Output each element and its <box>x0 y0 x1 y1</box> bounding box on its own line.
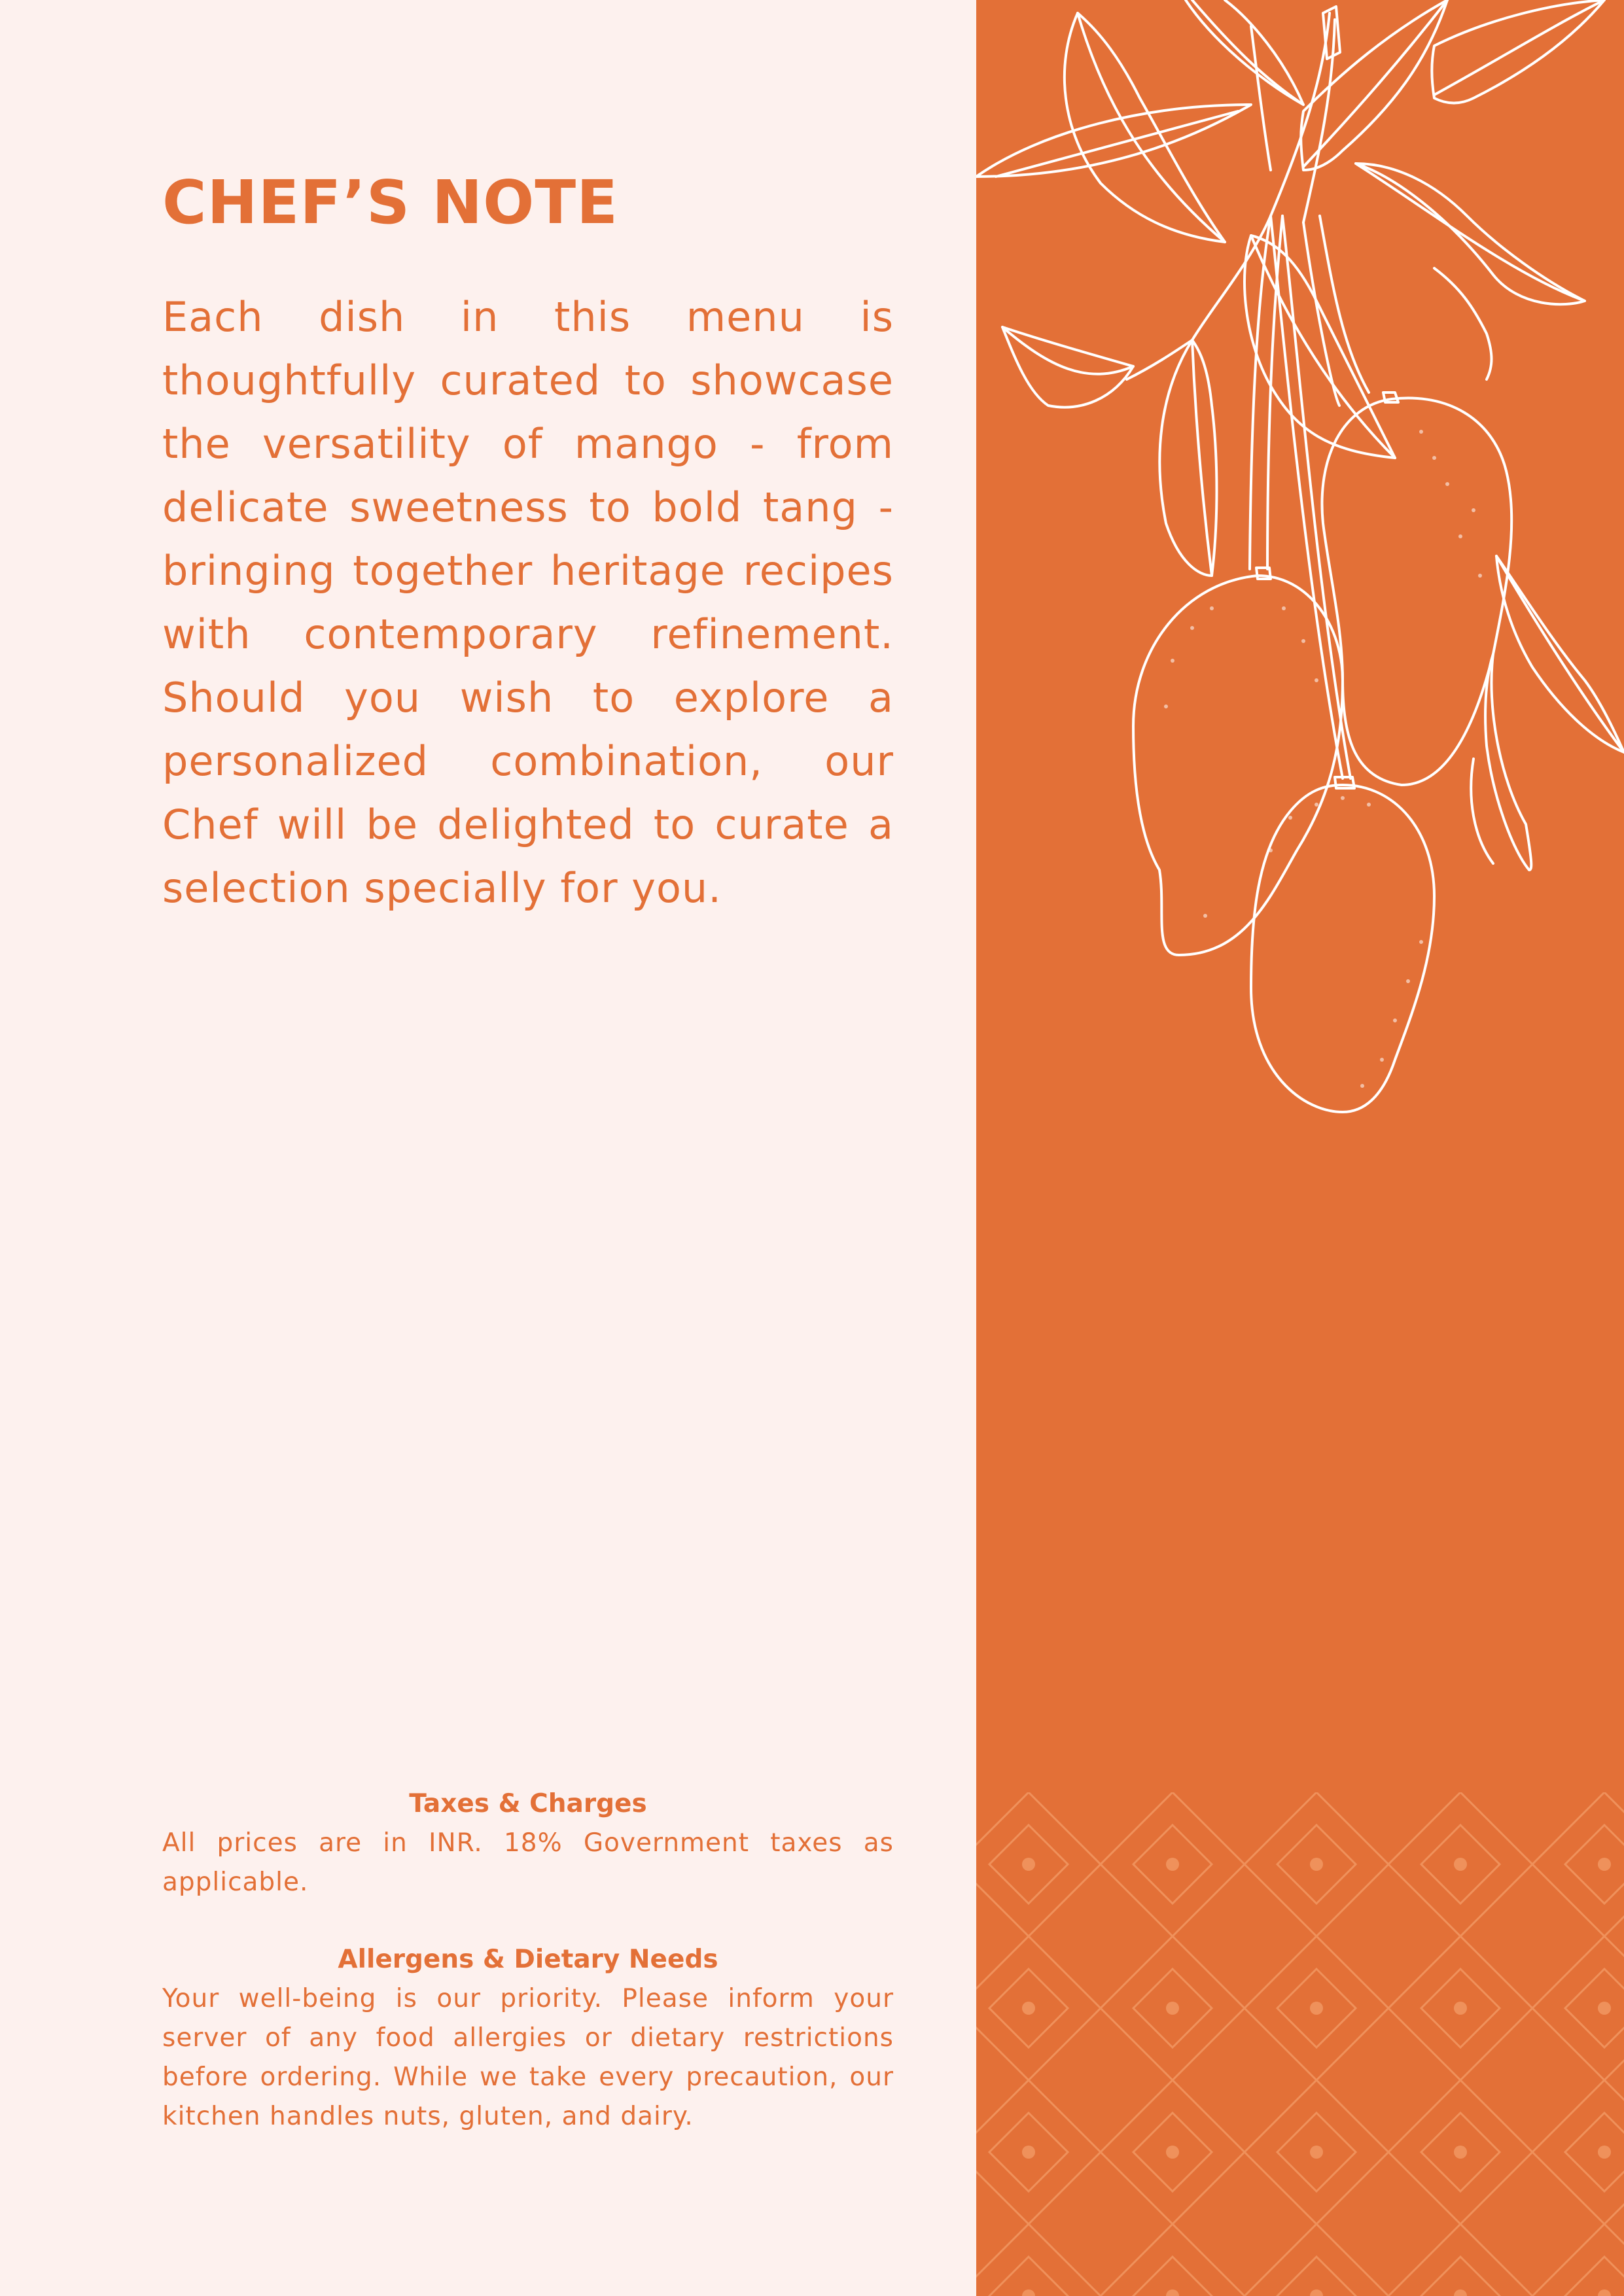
illustration-panel <box>976 0 1624 2296</box>
allergens-text: Your well-being is our priority. Please inform your server of any food allergies or dietary restrictions before ordering. While we take every precaution, our kitchen handles nuts, gluten, and dairy. <box>162 1984 894 2131</box>
diamond-lattice-pattern <box>976 1792 1624 2296</box>
allergens-heading: Allergens & Dietary Needs <box>338 1945 718 1974</box>
taxes-text: All prices are in INR. 18% Government taxes as applicable. <box>162 1828 894 1897</box>
page-title: CHEF’S NOTE <box>162 167 618 237</box>
chef-note-text: Each dish in this menu is thoughtfully curated to showcase the versatility of mango - from delicate sweetness to bold tang - bringing together heritage recipes with contemporary refinement. Should you wish to explore a personalized combination, our Chef will be delighted to curate a selection specially for you. <box>162 293 894 912</box>
mango-branch-illustration <box>976 0 1624 1151</box>
taxes-heading: Taxes & Charges <box>409 1789 647 1818</box>
